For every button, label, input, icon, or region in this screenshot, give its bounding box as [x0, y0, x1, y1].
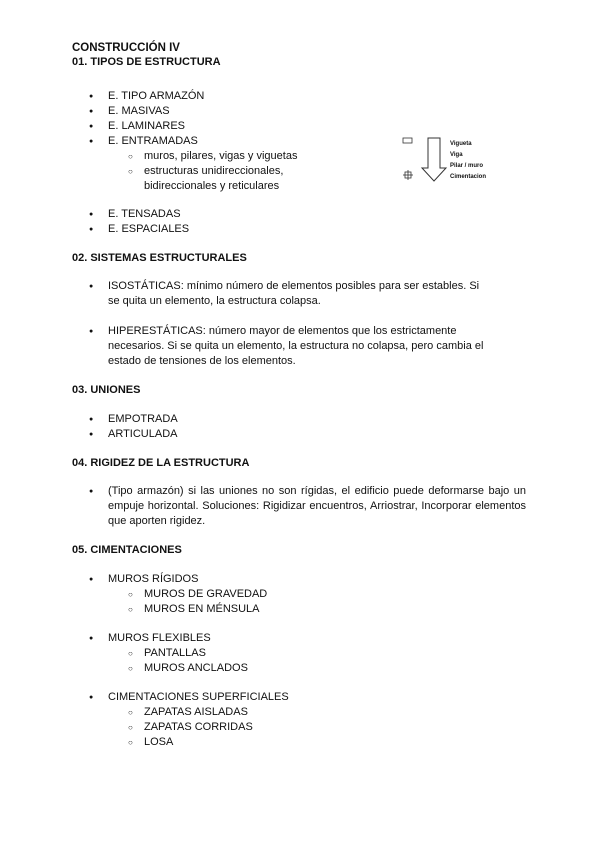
sublist-item: ○ LOSA	[72, 735, 532, 750]
section-heading-sistemas: 02. SISTEMAS ESTRUCTURALES	[72, 252, 247, 264]
figure-label: Viga	[450, 152, 463, 158]
sublist-item: ○ muros, pilares, vigas y viguetas	[72, 149, 338, 164]
list-item: ● HIPERESTÁTICAS: número mayor de elementos que los estrictamente necesarios. Si se quita un elemento, la estructura no colapsa, pero cambia el estado de tensiones de los elementos.	[72, 324, 492, 369]
list-item: ● EMPOTRADA	[72, 412, 532, 427]
list-item-label: E. ENTRAMADAS	[108, 135, 198, 147]
sublist-item: ○ ZAPATAS CORRIDAS	[72, 720, 532, 735]
list-item: ● E. ESPACIALES	[72, 222, 532, 237]
list-item: ● ARTICULADA	[72, 427, 532, 442]
sublist	[108, 587, 532, 617]
sublist-item: ○ MUROS DE GRAVEDAD	[72, 587, 532, 602]
section-heading-rigidez: 04. RIGIDEZ DE LA ESTRUCTURA	[72, 457, 250, 469]
section-heading-tipos: 01. TIPOS DE ESTRUCTURA	[72, 56, 221, 68]
tipos-list-cont	[72, 207, 532, 237]
sublist	[108, 705, 532, 750]
sublist-item: ○ estructuras unidireccionales, bidireccionales y reticulares	[72, 164, 338, 194]
list-item-cimentaciones-superficiales	[72, 690, 532, 750]
sublist-item: ○ MUROS EN MÉNSULA	[72, 602, 532, 617]
figure-label: Vigueta	[450, 141, 472, 147]
sublist-item: ○ MUROS ANCLADOS	[72, 661, 532, 676]
sistemas-list	[72, 279, 492, 369]
document-title: CONSTRUCCIÓN IV	[72, 42, 180, 54]
cimentaciones-list	[72, 572, 532, 750]
figure-label: Cimentacion	[450, 174, 487, 180]
load-path-figure	[400, 134, 487, 184]
list-item: ● E. TENSADAS	[72, 207, 532, 222]
list-item: ● E. LAMINARES	[72, 119, 532, 134]
list-item-muros-rigidos	[72, 572, 532, 617]
section-heading-cimentaciones: 05. CIMENTACIONES	[72, 544, 182, 556]
list-item: ● ISOSTÁTICAS: mínimo número de elementos posibles para ser estables. Si se quita un elemento, la estructura colapsa.	[72, 279, 492, 309]
list-item-label: MUROS RÍGIDOS	[108, 573, 199, 585]
section-heading-uniones: 03. UNIONES	[72, 384, 141, 396]
list-item-label: MUROS FLEXIBLES	[108, 632, 211, 644]
rigidez-list	[72, 484, 526, 529]
list-item: ● E. TIPO ARMAZÓN	[72, 89, 532, 104]
sublist-item: ○ ZAPATAS AISLADAS	[72, 705, 532, 720]
entramadas-sublist	[108, 149, 338, 194]
list-item: ● E. MASIVAS	[72, 104, 532, 119]
list-item-muros-flexibles	[72, 631, 532, 676]
list-item-label: CIMENTACIONES SUPERFICIALES	[108, 691, 289, 703]
figure-label: Pilar / muro	[450, 163, 484, 169]
down-arrow-icon	[400, 134, 450, 184]
list-item: ● (Tipo armazón) si las uniones no son rígidas, el edificio puede deformarse bajo un empuje horizontal. Soluciones: Rigidizar encuentros, Arriostrar, Incorporar elementos que aporten rigidez.	[72, 484, 526, 529]
uniones-list	[72, 412, 532, 442]
sublist-item: ○ PANTALLAS	[72, 646, 532, 661]
sublist	[108, 646, 532, 676]
